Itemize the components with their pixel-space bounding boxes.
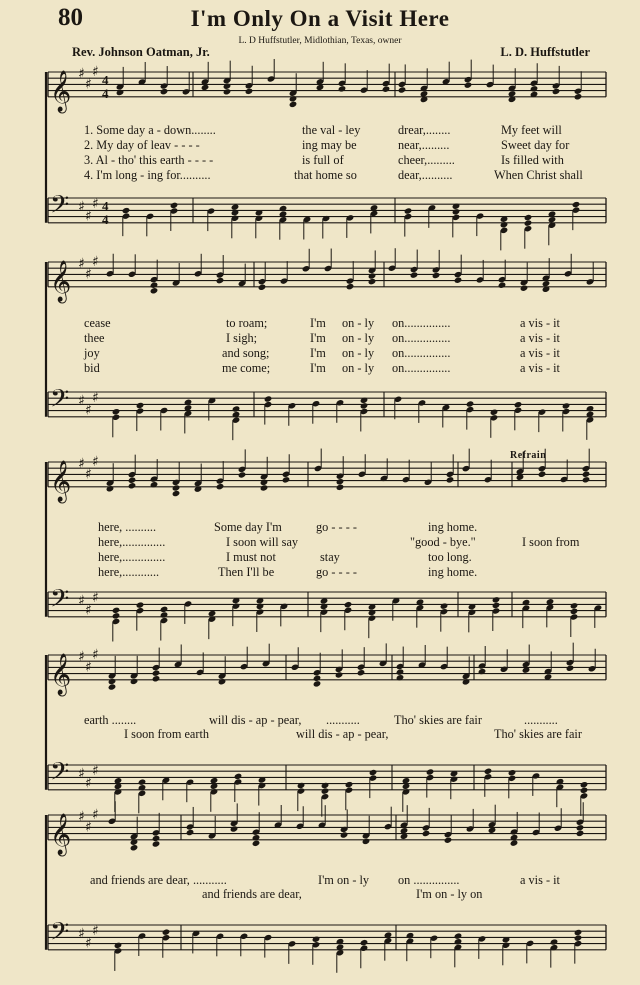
lyric-line-verse-2: 2. My day of leav - - - - ing may be near,......... Sweet day for [84, 138, 570, 152]
note-head [452, 208, 461, 215]
sharp-sign: ♯ [78, 456, 85, 472]
note-head [410, 271, 419, 278]
note-head [574, 934, 583, 941]
note-head [108, 683, 117, 690]
note-head [582, 476, 591, 483]
note-head [313, 675, 322, 682]
note-head [576, 830, 585, 837]
note-head [136, 402, 145, 409]
note-head [232, 405, 241, 412]
note-head [464, 82, 473, 89]
lyric-line-verse-3: joy and song; I'm on - ly on............... a vis - it [84, 346, 560, 360]
note-head [510, 839, 519, 846]
lyricist: Rev. Johnson Oatman, Jr. [72, 45, 210, 59]
note-head [530, 85, 539, 92]
note-head [297, 782, 306, 789]
note-head [160, 611, 169, 618]
bass-clef: 𝄢 [50, 190, 70, 226]
hymn-title: I'm Only On a Visit Here [190, 6, 450, 31]
lyric-line-verse-3: here,.............. I must not stay too long. [98, 550, 472, 564]
note-head [538, 471, 547, 478]
note-head [368, 278, 377, 285]
note-head [492, 596, 501, 603]
composer: L. D. Huffstutler [500, 45, 590, 59]
note-head [172, 490, 181, 497]
note-head [566, 665, 575, 672]
sharp-sign: ♯ [78, 766, 85, 783]
sharp-sign: ♯ [85, 935, 92, 952]
note-head [576, 824, 585, 831]
sharp-sign: ♯ [78, 809, 85, 825]
lyric-line-verse-2: thee I sigh; I'm on - ly on............... a vis - it [84, 331, 560, 345]
sharp-sign: ♯ [92, 763, 99, 780]
note-head [234, 773, 243, 780]
note-head [230, 825, 239, 832]
time-signature: 4 [102, 211, 109, 227]
sharp-sign: ♯ [85, 819, 92, 836]
note-head [556, 778, 565, 785]
note-head [218, 678, 227, 685]
sharp-sign: ♯ [92, 253, 99, 270]
note-head [336, 478, 345, 485]
note-head [524, 214, 533, 221]
note-head [260, 484, 269, 491]
note-head [112, 607, 121, 614]
note-head [368, 609, 377, 616]
note-head [520, 285, 529, 292]
sharp-sign: ♯ [92, 590, 99, 607]
note-head [136, 601, 145, 608]
lyric-line-lower: and friends are dear, I'm on - ly on [202, 887, 483, 901]
note-head [289, 95, 298, 102]
note-head [508, 769, 517, 776]
sharp-sign: ♯ [92, 196, 99, 213]
note-head [580, 781, 589, 788]
note-head [130, 844, 139, 851]
lyric-line-verse-3: 3. Al - tho' this earth - - - - is full of cheer,......... Is filled with [84, 153, 564, 167]
note-head [160, 88, 169, 95]
time-signature: 4 [102, 198, 109, 214]
note-head [357, 669, 366, 676]
note-head [152, 675, 161, 682]
note-head [264, 395, 273, 402]
note-head [114, 942, 123, 949]
sharp-sign: ♯ [78, 593, 85, 610]
note-head [360, 939, 369, 946]
note-head [138, 778, 147, 785]
note-head [122, 207, 131, 214]
note-head [454, 938, 463, 945]
note-head [223, 88, 232, 95]
note-head [116, 89, 125, 96]
note-head [398, 86, 407, 93]
lyric-line-verse-1: 1. Some day a - down........ the val - ley drear,........ My feet will [84, 123, 562, 137]
note-head [256, 603, 265, 610]
bass-clef: 𝄢 [50, 917, 70, 953]
note-head [245, 88, 254, 95]
note-head [574, 929, 583, 936]
treble-clef: 𝄞 [50, 813, 72, 855]
note-head [570, 602, 579, 609]
note-head [466, 400, 475, 407]
note-head [336, 938, 345, 945]
note-head [444, 837, 453, 844]
note-head [112, 408, 121, 415]
sharp-sign: ♯ [85, 659, 92, 676]
sharp-sign: ♯ [85, 775, 92, 792]
note-head [321, 782, 330, 789]
note-head [382, 86, 391, 93]
sharp-sign: ♯ [78, 256, 85, 272]
note-head [580, 787, 589, 794]
note-head [454, 932, 463, 939]
note-head [112, 612, 121, 619]
note-head [404, 207, 413, 214]
note-head [440, 602, 449, 609]
treble-clef: 𝄞 [50, 653, 72, 695]
note-head [223, 83, 232, 90]
note-head [170, 202, 179, 209]
sharp-sign: ♯ [85, 266, 92, 283]
note-head [572, 201, 581, 208]
bass-clef: 𝄢 [50, 757, 70, 793]
note-head [484, 768, 493, 775]
lyric-line-verse-4: here,............ Then I'll be go - - - - ing home. [98, 565, 478, 579]
note-head [492, 602, 501, 609]
copyright-note: L. D Huffstutler, Midlothian, Texas, owner [238, 36, 402, 46]
note-head [313, 680, 322, 687]
note-head [335, 671, 344, 678]
time-signature: 4 [102, 85, 109, 101]
note-head [570, 608, 579, 615]
note-head [216, 483, 225, 490]
note-head [346, 283, 355, 290]
note-head [321, 787, 330, 794]
note-head [150, 282, 159, 289]
note-head [150, 287, 159, 294]
lyric-line-lower: I soon from earth will dis - ap - pear, Tho' skies are fair [124, 727, 582, 741]
bass-clef: 𝄢 [50, 584, 70, 620]
sharp-sign: ♯ [78, 199, 85, 216]
note-head [396, 668, 405, 675]
note-head [216, 277, 225, 284]
sharp-sign: ♯ [92, 390, 99, 407]
note-head [498, 282, 507, 289]
note-head [152, 840, 161, 847]
note-head [574, 93, 583, 100]
note-head [312, 936, 321, 943]
note-head [524, 219, 533, 226]
note-head [106, 485, 115, 492]
sharp-sign: ♯ [78, 926, 85, 943]
note-head [338, 85, 347, 92]
sharp-sign: ♯ [78, 393, 85, 410]
note-head [279, 205, 288, 212]
note-head [172, 484, 181, 491]
lyric-line-upper: and friends are dear, ........... I'm on - ly on ............... a vis - it [90, 873, 560, 887]
note-head [282, 476, 291, 483]
note-head [454, 277, 463, 284]
note-head [260, 479, 269, 486]
sharp-sign: ♯ [78, 66, 85, 82]
note-head [344, 601, 353, 608]
lyric-line-upper: earth ........ will dis - ap - pear, ........... Tho' skies are fair ........... [84, 713, 558, 727]
time-signature: 4 [102, 72, 109, 88]
sharp-sign: ♯ [92, 453, 99, 470]
note-head [582, 471, 591, 478]
lyric-line-verse-4: 4. I'm long - ing for.......... that home so dear,.......... When Christ shall [84, 168, 583, 182]
lyric-line-verse-1: cease to roam; I'm on - ly on............... a vis - it [84, 316, 560, 330]
sharp-sign: ♯ [85, 602, 92, 619]
note-head [238, 471, 247, 478]
treble-clef: 𝄞 [50, 460, 72, 502]
sharp-sign: ♯ [85, 466, 92, 483]
note-head [345, 781, 354, 788]
note-head [252, 840, 261, 847]
sharp-sign: ♯ [92, 646, 99, 663]
note-head [289, 101, 298, 108]
note-head [522, 599, 531, 606]
note-head [490, 409, 499, 416]
note-head [340, 831, 349, 838]
refrain-label: Refrain [510, 450, 547, 461]
note-head [446, 476, 455, 483]
note-head [432, 272, 441, 279]
note-head [186, 829, 195, 836]
note-head [258, 284, 267, 291]
note-head [500, 221, 509, 228]
note-head [562, 402, 571, 409]
note-head [128, 482, 137, 489]
note-head [422, 830, 431, 837]
note-head [362, 838, 371, 845]
note-head [360, 402, 369, 409]
note-head [160, 606, 169, 613]
sharp-sign: ♯ [78, 649, 85, 665]
note-head [426, 768, 435, 775]
lyric-line-verse-4: bid me come; I'm on - ly on............... a vis - it [84, 361, 560, 375]
treble-clef: 𝄞 [50, 70, 72, 112]
sharp-sign: ♯ [85, 402, 92, 419]
note-head [368, 272, 377, 279]
note-head [152, 669, 161, 676]
sharp-sign: ♯ [92, 63, 99, 80]
sharp-sign: ♯ [92, 923, 99, 940]
note-head [162, 929, 171, 936]
sharp-sign: ♯ [85, 208, 92, 225]
hymn-number: 80 [58, 4, 83, 31]
sharp-sign: ♯ [92, 806, 99, 823]
lyric-line-verse-1: here, .......... Some day I'm go - - - - ing home. [98, 520, 478, 534]
note-head [514, 401, 523, 408]
bass-clef: 𝄢 [50, 384, 70, 420]
note-head [552, 88, 561, 95]
treble-clef: 𝄞 [50, 260, 72, 302]
note-head [369, 769, 378, 776]
lyric-line-verse-2: here,.............. I soon will say "good - bye." I soon from [98, 535, 580, 549]
note-head [550, 938, 559, 945]
note-head [336, 484, 345, 491]
note-head [586, 405, 595, 412]
sharp-sign: ♯ [85, 76, 92, 93]
note-head [130, 678, 139, 685]
note-head [406, 932, 415, 939]
note-head [128, 477, 137, 484]
note-head [152, 835, 161, 842]
note-head [108, 678, 117, 685]
